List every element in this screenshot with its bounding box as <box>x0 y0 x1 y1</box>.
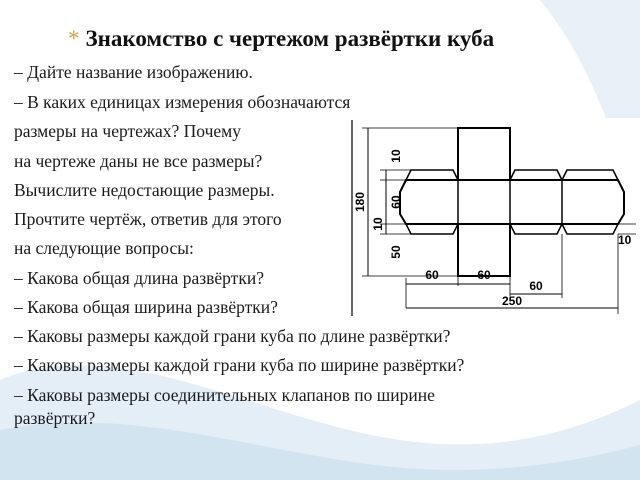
body-line: Вычислите недостающие размеры. <box>14 180 275 200</box>
body-line: – Каковы размеры каждой грани куба по длине развёртки? <box>14 326 451 346</box>
dim-180-label: 180 <box>353 191 367 213</box>
body-line: – Каковы размеры соединительных клапанов по ширине <box>14 385 435 405</box>
body-line: – Каковы размеры каждой грани куба по ширине развёртки? <box>14 355 465 375</box>
title-text: Знакомство с чертежом развёртки куба <box>85 26 495 51</box>
title-bullet: * <box>68 26 80 51</box>
dim-60-a-label: 60 <box>425 268 439 282</box>
body-line: – В каких единицах измерения обозначаются <box>14 92 351 112</box>
slide-title <box>68 26 628 52</box>
dim-10-top-label: 10 <box>389 149 403 163</box>
body-line: развёртки? <box>14 408 96 428</box>
dim-50-label: 50 <box>389 245 403 259</box>
body-line: – Какова общая ширина развёртки? <box>14 297 278 317</box>
drawing-background <box>348 118 640 318</box>
body-line: Прочтите чертёж, ответив для этого <box>14 209 282 229</box>
dim-10-left-label: 10 <box>371 217 385 231</box>
dim-250-label: 250 <box>501 294 523 308</box>
cube-net-drawing <box>348 118 640 318</box>
dim-60-vertical-label: 60 <box>389 195 403 209</box>
body-line: на чертеже даны не все размеры? <box>14 151 263 171</box>
body-line: – Какова общая длина развёртки? <box>14 268 264 288</box>
body-line: размеры на чертежах? Почему <box>14 121 241 141</box>
dim-60-b-label: 60 <box>477 268 491 282</box>
body-line: на следующие вопросы: <box>14 238 194 258</box>
body-line: – Дайте название изображению. <box>14 62 253 82</box>
dim-60-c-label: 60 <box>529 279 543 293</box>
dim-10-right-label: 10 <box>618 233 632 247</box>
